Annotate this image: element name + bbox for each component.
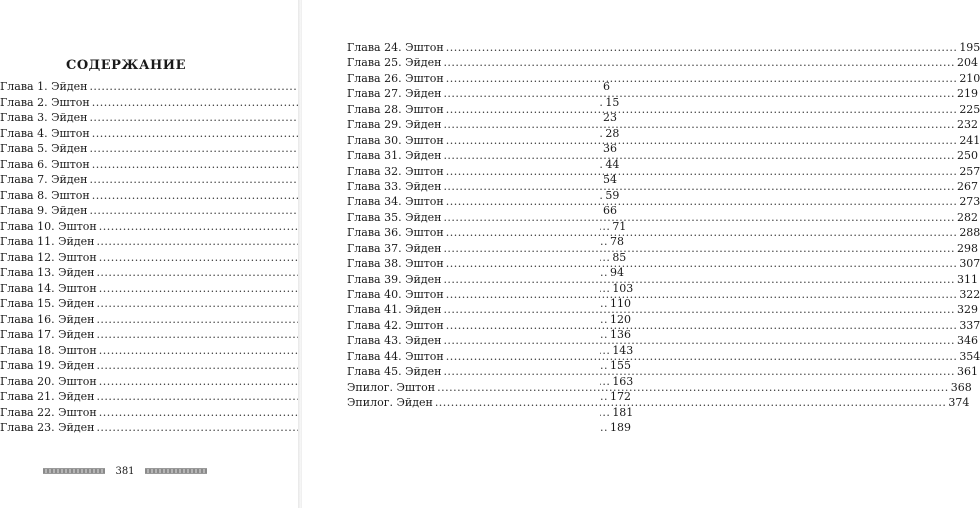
toc-entry-title: Глава 35. Эйден [347,210,442,224]
toc-entry-title: Глава 29. Эйден [347,118,442,132]
dot-leader [443,272,955,287]
toc-entry-page: 307 [959,257,980,271]
toc-entry-page: 257 [959,164,980,178]
toc-entry-page: 232 [957,118,978,132]
toc-entry-title: Эпилог. Эйден [347,396,433,410]
toc-entry-title: Глава 22. Эштон [0,405,97,419]
toc-entry-page: 94 [610,266,624,279]
toc-entry-title: Глава 1. Эйден [0,80,88,93]
toc-entry-title: Глава 44. Эштон [347,349,444,363]
toc-entry-page: 44 [605,157,620,171]
toc-entry-title: Глава 31. Эйден [347,149,442,163]
toc-entry-page: 250 [957,149,978,163]
page-number: 381 [115,465,135,477]
dot-leader [446,164,958,179]
toc-entry-page: 155 [610,359,631,372]
toc-entry-title: Глава 12. Эштон [0,250,97,264]
toc-entry-title: Глава 33. Эйден [347,179,442,193]
toc-entry-title: Глава 27. Эйден [347,87,442,101]
toc-entry-page: 329 [957,303,978,317]
toc-entry-page: 210 [959,71,980,85]
dot-leader [446,349,958,364]
dot-leader [443,148,955,163]
dot-leader [446,318,958,333]
dot-leader [443,364,955,379]
toc-entry-title: Глава 45. Эйден [347,365,442,379]
toc-entry-title: Глава 41. Эйден [347,303,442,317]
toc-entry-page: 219 [957,87,978,101]
toc-entry-title: Глава 25. Эйден [347,56,442,70]
toc-entry-page: 374 [948,396,970,410]
toc-entry-page: 282 [957,210,978,224]
toc-entry [347,117,978,132]
toc-entry-title: Глава 42. Эштон [347,318,444,332]
toc-entry-page: 78 [610,235,624,248]
toc-entry-title: Глава 26. Эштон [347,71,444,85]
toc-entry-title: Глава 18. Эштон [0,343,97,357]
toc-entry-page: 36 [603,142,617,155]
toc-entry-title: Глава 5. Эйден [0,142,88,155]
toc-entry-page: 23 [603,111,617,124]
toc-entry-page: 85 [612,250,627,264]
toc-entry-title: Глава 43. Эйден [347,334,442,348]
toc-entry-page: 66 [603,204,617,217]
toc-entry-title: Эпилог. Эштон [347,380,436,394]
toc-entry-title: Глава 7. Эйден [0,173,88,186]
toc-entry-title: Глава 24. Эштон [347,41,444,54]
dot-leader [443,333,955,348]
toc-entry-title: Глава 21. Эйден [0,390,95,403]
toc-entry-title: Глава 32. Эштон [347,164,444,178]
toc-entry-page: 273 [959,195,980,209]
toc-entry-title: Глава 17. Эйден [0,328,95,341]
toc-entry-title: Глава 14. Эштон [0,281,97,295]
toc-entry [347,55,978,70]
folio-ornament-right [145,468,207,474]
toc-entry-page: 311 [957,272,978,286]
toc-entry [0,420,631,436]
toc-entry-page: 54 [603,173,617,186]
dot-leader [446,194,958,209]
toc-entry-page: 204 [957,56,978,70]
dot-leader [443,302,955,317]
toc-entry-title: Глава 13. Эйден [0,266,95,279]
dot-leader [443,86,955,101]
toc-entry-title: Глава 2. Эштон [0,95,90,109]
toc-entry-page: 110 [610,297,631,310]
dot-leader [443,241,955,256]
toc-entry-page: 288 [959,226,980,240]
toc-entry-page: 181 [612,405,634,419]
dot-leader [446,256,958,271]
dot-leader [446,102,958,117]
toc-entry-page: 225 [959,102,980,116]
dot-leader [443,117,955,132]
toc-entry-title: Глава 34. Эштон [347,195,444,209]
toc-entry-title: Глава 9. Эйден [0,204,88,217]
toc-entry-title: Глава 39. Эйден [347,272,442,286]
dot-leader [446,40,958,55]
toc-entry [0,405,634,421]
toc-entry-page: 354 [959,349,980,363]
toc-entry-page: 71 [612,219,627,233]
toc-entry-page: 59 [605,188,620,202]
toc-entry-page: 361 [957,365,978,379]
toc-entry-title: Глава 19. Эйден [0,359,95,372]
dot-leader [437,380,949,395]
toc-title: СОДЕРЖАНИЕ [65,58,187,73]
toc-entry-page: 103 [612,281,634,295]
toc-entry-page: 120 [610,312,631,326]
toc-entry-title: Глава 38. Эштон [347,257,444,271]
toc-entry-page: 15 [605,95,620,109]
toc-entry-title: Глава 10. Эштон [0,219,97,233]
dot-leader [443,210,955,225]
folio-ornament-left [43,468,105,474]
toc-entry [347,40,980,55]
dot-leader [435,395,947,410]
toc-entry [347,86,978,101]
toc-entry-page: 368 [950,380,972,394]
toc-entry-page: 189 [610,421,631,434]
dot-leader [446,287,958,302]
toc-entry-page: 6 [603,80,610,93]
toc-entry [347,71,980,86]
toc-entry-page: 195 [959,41,980,54]
toc-entry-page: 346 [957,334,978,348]
toc-entry-page: 322 [959,288,980,301]
toc-entry-title: Глава 37. Эйден [347,241,442,255]
toc-entry-page: 298 [957,241,978,255]
folio [0,464,250,478]
toc-entry-page: 337 [959,318,980,332]
toc-entry-page: 241 [959,133,980,147]
dot-leader [443,55,955,70]
toc-entry-title: Глава 15. Эйден [0,297,95,310]
dot-leader [443,179,955,194]
toc-entry-title: Глава 30. Эштон [347,133,444,147]
toc-entry-title: Глава 40. Эштон [347,288,444,301]
toc-entry-title: Глава 8. Эштон [0,188,90,202]
toc-entry-title: Глава 11. Эйден [0,235,95,248]
dot-leader [446,71,958,86]
toc-entry-title: Глава 4. Эштон [0,126,90,140]
toc-entry-title: Глава 23. Эйден [0,421,95,434]
toc-entry-page: 28 [605,126,620,140]
toc-entry-title: Глава 28. Эштон [347,102,444,116]
toc-entry-page: 136 [610,328,631,341]
toc-entry-title: Глава 20. Эштон [0,374,97,388]
toc-entry-title: Глава 6. Эштон [0,157,90,171]
toc-entry-page: 267 [957,179,978,193]
toc-entry-page: 172 [610,390,631,403]
dot-leader [446,225,958,240]
dot-leader [446,133,958,148]
toc-entry-page: 163 [612,374,634,388]
toc-entry-title: Глава 3. Эйден [0,111,88,124]
toc-entry-page: 143 [612,343,634,357]
toc-entry-title: Глава 16. Эйден [0,312,95,326]
toc-entry-title: Глава 36. Эштон [347,226,444,240]
